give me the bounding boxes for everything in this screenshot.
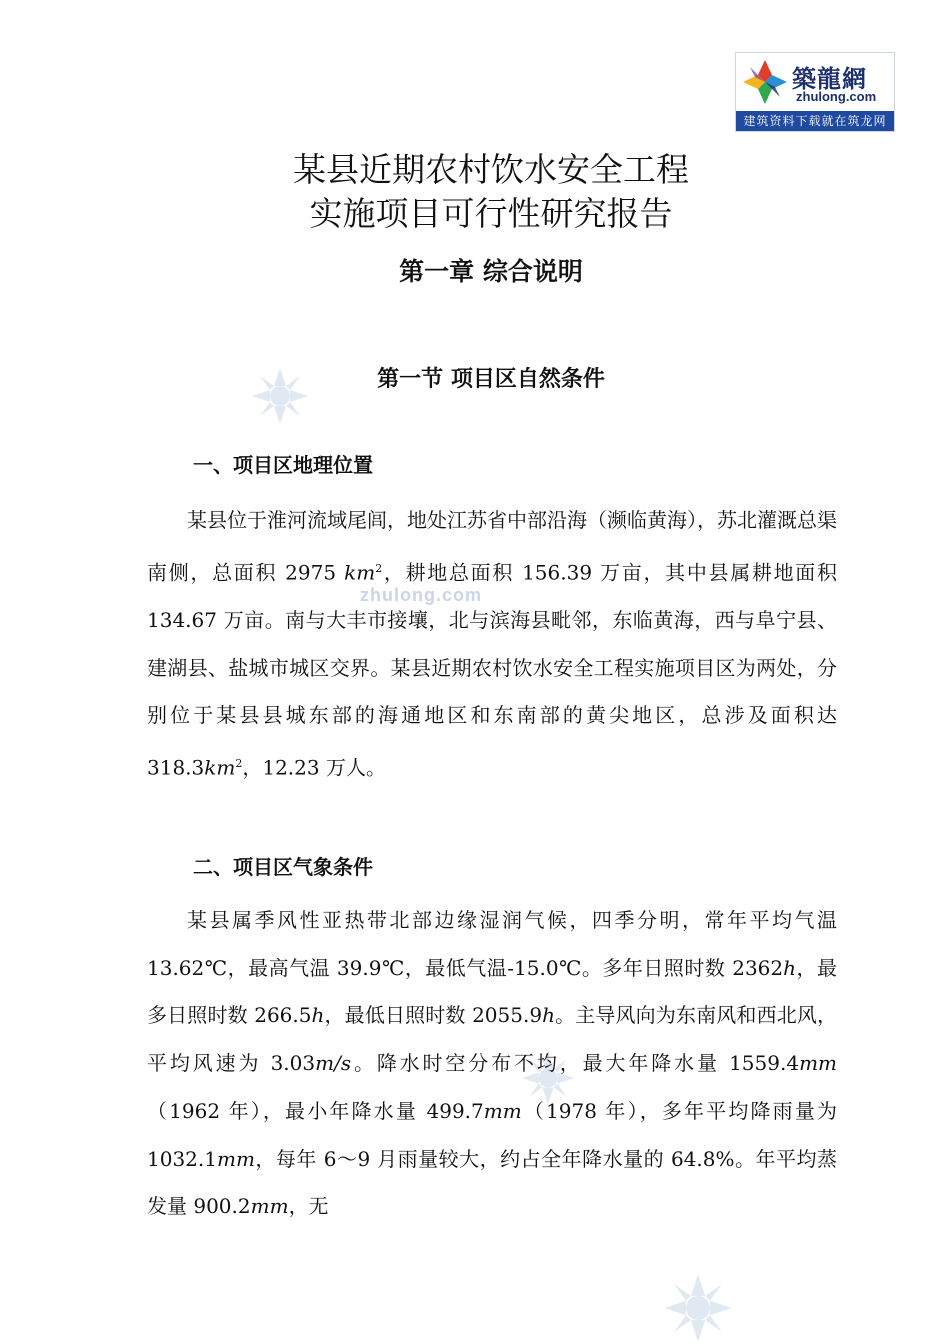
- logo-name: 築龍網: [792, 64, 867, 93]
- section-heading: 第一节 项目区自然条件: [377, 367, 605, 392]
- paragraph-climate: 某县属季风性亚热带北部边缘湿润气候，四季分明，常年平均气温 13.62℃，最高气温 39.9℃，最低气温-15.0℃。多年日照时数 2362h，最多日照时数 266.5h，最低日照时数 2055.9h。主导风向为东南风和西北风，平均风速为 3.03m/s。降水时空分布不均，最大年降水量 1559.4mm（1962 年），最小年降水量 499.7mm（1978 年），多年平均降雨量为 1032.1mm，每年 6～9 月雨量较大，约占全年降水量的 64.8%。年平均蒸发量 900.2mm，无: [147, 908, 838, 1219]
- watermark-text: zhulong.com: [360, 585, 482, 605]
- paragraph-location: 某县位于淮河流域尾闾，地处江苏省中部沿海（濒临黄海），苏北灌溉总渠南侧，总面积 2975 $km^2$，耕地总面积 156.39 万亩，其中县属耕地面积 134.67 万亩。南与大丰市接壤，北与滨海县毗邻，东临黄海，西与阜宁县、建湖县、盐城市城区交界。某县近期农村饮水安全工程实施项目区为两处，分别位于某县县城东部的海通地区和东南部的黄尖地区，总涉及面积达 $318.3km^2$，12.23 万人。: [147, 508, 837, 780]
- subsection-heading-climate: 二、项目区气象条件: [193, 855, 373, 879]
- logo-slogan: 建筑资料下载就在筑龙网: [736, 111, 894, 131]
- zhulong-logo: [735, 52, 895, 132]
- chapter-heading: 第一章 综合说明: [399, 257, 583, 286]
- subsection-heading-location: 一、项目区地理位置: [193, 453, 373, 477]
- logo-domain: zhulong.com: [796, 89, 877, 104]
- title-line-2: 实施项目可行性研究报告: [309, 194, 673, 233]
- title-line-1: 某县近期农村饮水安全工程: [293, 150, 689, 189]
- pinwheel-logo-icon: [740, 57, 790, 107]
- snowflake-watermark-icon: [662, 1272, 734, 1344]
- document-title: [0, 148, 950, 236]
